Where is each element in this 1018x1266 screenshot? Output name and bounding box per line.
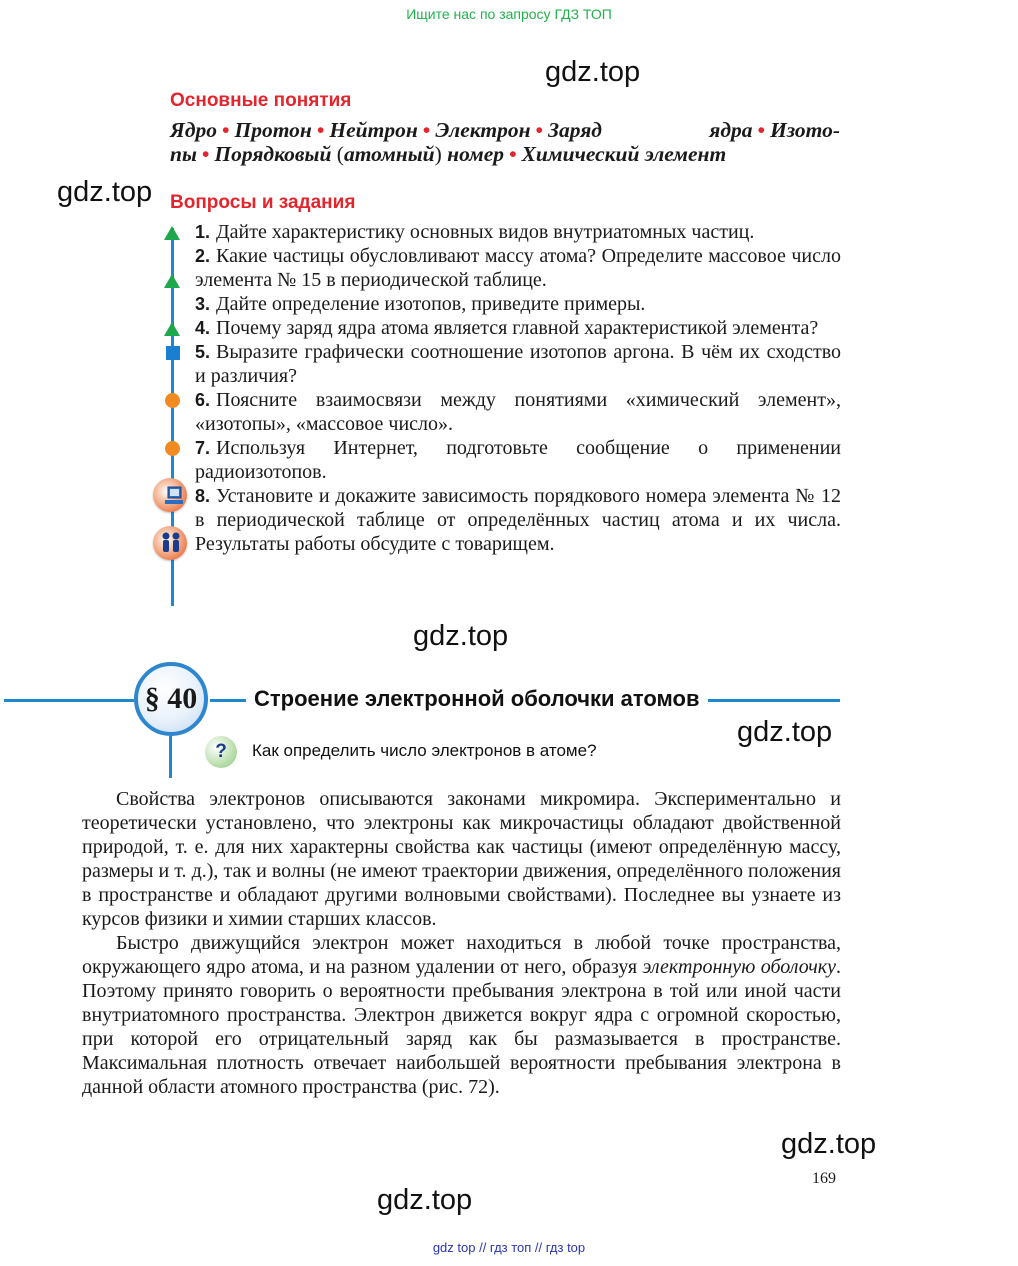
paragraph-2-start: Быстро движущийся электрон может находиться в любой точке пространства, окружающего ядро атома, и на разном удалении от него, образуя — [82, 932, 841, 978]
questions-list — [195, 220, 841, 556]
blue-square-icon — [166, 346, 180, 360]
green-triangle-icon — [164, 226, 180, 240]
question-number: 5. — [195, 342, 211, 362]
bullet-dot: • — [201, 142, 210, 166]
concepts-list — [170, 118, 840, 166]
concept-term: Ядро — [170, 118, 217, 142]
paragraph-1: Свойства электронов описываются законами микромира. Экспериментально и теоретически установлено, что электроны как микрочастицы обладают двойственной природой, т. е. для них характерны свойства как частицы (имеют определённую массу, размеры и т. д.), так и волны (не имеют траектории движения, определённого положения в пространстве и обладают другими волновыми свойствами). Последнее вы узнаете из курсов физики и химии старших классов. — [82, 788, 841, 930]
people-icon — [153, 526, 187, 560]
bullet-dot: • — [509, 142, 517, 166]
green-triangle-icon — [164, 322, 180, 336]
concept-term: Химический элемент — [521, 142, 727, 166]
watermark: gdz.top — [737, 716, 833, 748]
concepts-heading: Основные понятия — [170, 90, 352, 111]
question-text: Поясните взаимосвязи между понятиями «химический элемент», «изотопы», «массовое число». — [195, 389, 841, 435]
question-number: 3. — [195, 294, 211, 314]
orange-circle-icon — [165, 393, 180, 408]
concept-term: Протон — [234, 118, 312, 142]
section-number-badge: § 40 — [134, 662, 208, 736]
paragraph-2-end: . Поэтому принято говорить о вероятности пребывания электрона в той или иной части внутриатомного пространства. Электрон движется вокруг ядра с огромной скоростью, при которой его отрицательный заряд как бы размазывается в пространстве. Максимальная плотность отвечает наибольшей вероятности пребывания электрона в данной области атомного пространства (рис. 72). — [82, 956, 841, 1098]
top-banner[interactable]: Ищите нас по запросу ГДЗ ТОП — [406, 6, 612, 22]
concept-term: номер — [447, 142, 505, 166]
question-item — [195, 436, 841, 484]
question-item — [195, 220, 841, 244]
concept-term: Электрон — [435, 118, 531, 142]
watermark: gdz.top — [781, 1128, 877, 1160]
question-number: 7. — [195, 438, 211, 458]
section-title: Строение электронной оболочки атомов — [246, 686, 708, 712]
question-number: 2. — [195, 246, 211, 266]
bullet-dot: • — [221, 118, 230, 142]
question-item — [195, 244, 841, 292]
concept-term: Изото- — [770, 118, 840, 142]
question-text: Выразите графически соотношение изотопов аргона. В чём их сходство и различия? — [195, 341, 841, 387]
green-triangle-icon — [164, 274, 180, 288]
concept-term: пы — [170, 142, 197, 166]
watermark: gdz.top — [413, 620, 509, 652]
question-mark-icon: ? — [205, 736, 237, 768]
paragraph-2 — [82, 931, 841, 1099]
question-text: Установите и докажите зависимость порядкового номера элемента № 12 в периодической таблице от определённых частиц атома и их числа. Результаты работы обсудите с товарищем. — [195, 485, 841, 555]
paren-close: ) — [434, 142, 442, 166]
page-number: 169 — [812, 1170, 836, 1187]
section-stem — [169, 736, 172, 778]
concepts-line-1 — [170, 118, 840, 142]
question-text: Дайте характеристику основных видов внутриатомных частиц. — [216, 221, 755, 243]
bullet-dot: • — [535, 118, 544, 142]
question-text: Какие частицы обусловливают массу атома? Определите массовое число элемента № 15 в периодической таблице. — [195, 245, 841, 291]
watermark: gdz.top — [545, 56, 641, 88]
concept-term: Заряд ядра — [548, 118, 753, 142]
computer-icon — [153, 478, 187, 512]
paren-open: ( — [336, 142, 344, 166]
bullet-dot: • — [316, 118, 325, 142]
questions-heading: Вопросы и задания — [170, 192, 356, 213]
question-item — [195, 316, 841, 340]
bullet-dot: • — [757, 118, 766, 142]
concepts-line-2 — [170, 142, 840, 166]
watermark: gdz.top — [377, 1184, 473, 1216]
question-text: Дайте определение изотопов, приведите примеры. — [216, 293, 646, 315]
orange-circle-icon — [165, 441, 180, 456]
question-number: 6. — [195, 390, 211, 410]
bottom-banner[interactable]: gdz top // гдз топ // гдз top — [432, 1240, 586, 1255]
concept-term: Порядковый — [214, 142, 332, 166]
question-item — [195, 388, 841, 436]
section-rule-left — [4, 699, 134, 702]
body-text — [82, 787, 841, 1099]
question-number: 1. — [195, 222, 211, 242]
question-text: Почему заряд ядра атома является главной характеристикой элемента? — [216, 317, 819, 339]
question-number: 8. — [195, 486, 211, 506]
bullet-dot: • — [422, 118, 431, 142]
section-question: Как определить число электронов в атоме? — [252, 741, 597, 760]
question-item — [195, 292, 841, 316]
concept-term: Нейтрон — [329, 118, 418, 142]
watermark: gdz.top — [57, 176, 153, 208]
question-item — [195, 340, 841, 388]
concept-term: атомный — [343, 142, 435, 166]
question-text: Используя Интернет, подготовьте сообщение о применении радиоизотопов. — [195, 437, 841, 483]
question-item — [195, 484, 841, 556]
term-electron-shell: электронную оболочку — [642, 956, 836, 978]
question-number: 4. — [195, 318, 211, 338]
